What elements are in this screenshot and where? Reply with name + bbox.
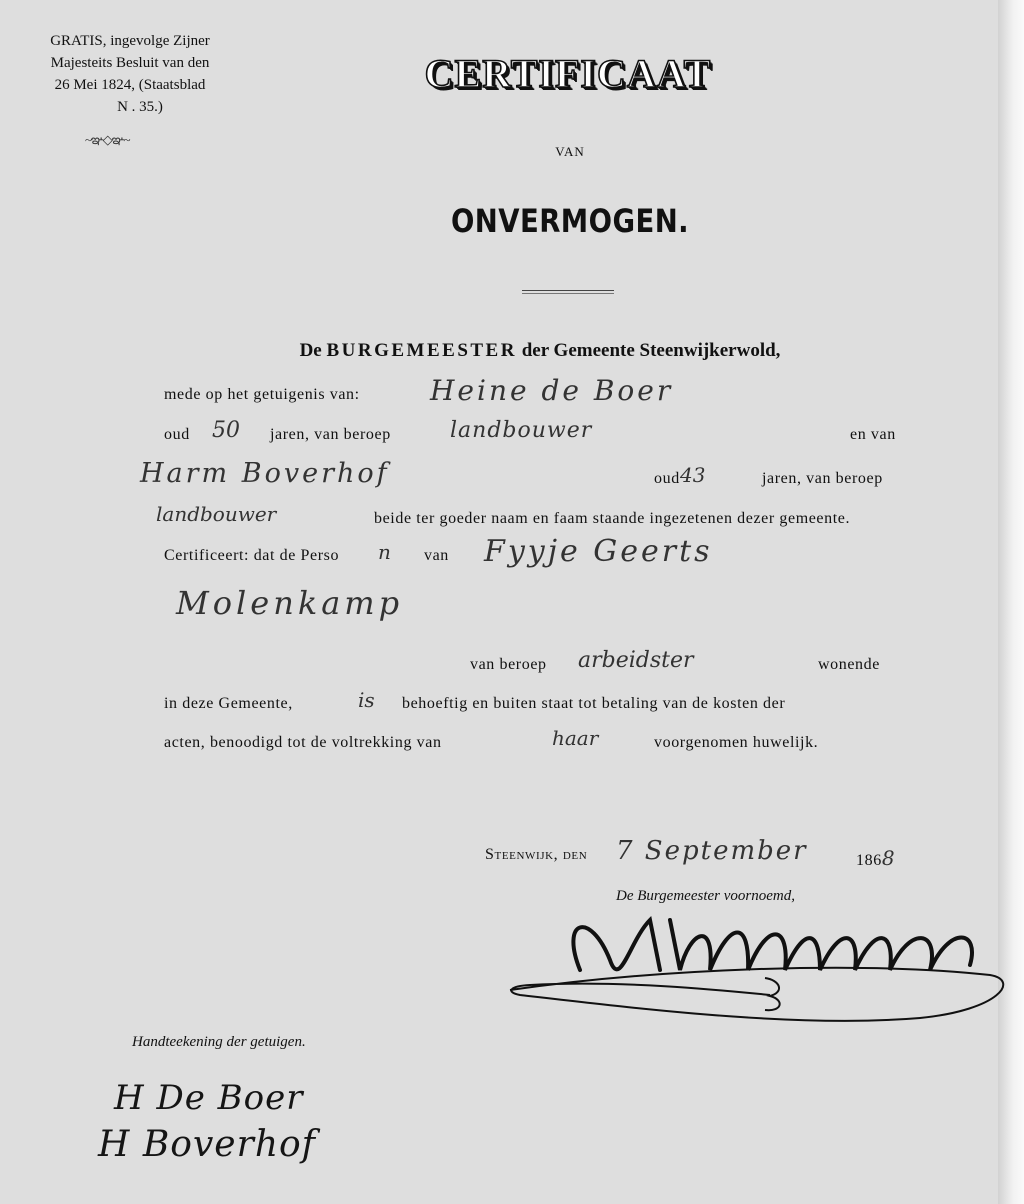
gratis-line-3: 26 Mei 1824, (Staatsblad [54,77,206,93]
witness1-occupation: landbouwer [450,418,593,443]
ornament: ~ఞ◇ఞ~ [85,132,130,147]
jaren-beroep-1: jaren, van beroep [270,426,391,443]
cert-van: van [424,547,449,564]
gratis-line-2: Majesteits Besluit van den [50,55,210,71]
witness1-age: 50 [212,418,240,443]
witness1-name: Heine de Boer [430,374,674,407]
witness2-age: 43 [680,463,706,487]
cert-prefix [164,547,339,565]
witness-signature-2: H Boverhof [98,1124,317,1165]
gratis-line-1: GRATIS, ingevolge Zijner [50,33,210,49]
heading-suffix: der Gemeente Steenwijkerwold, [516,340,781,361]
haar-word: haar [552,726,599,750]
witness2-occupation: landbouwer [156,502,277,526]
mayor-signature [500,900,1012,1030]
standing-text: beide ter goeder naam en faam staande ingezetenen dezer gemeente. [374,510,851,527]
witness2-name: Harm Boverhof [140,458,390,489]
person-name-last: Molenkamp [176,584,404,622]
heading-prefix: De [299,340,327,361]
en-van: en van [850,426,896,443]
oud-label-1: oud [164,426,190,443]
acten-text: acten, benoodigd tot de voltrekking van [164,734,442,751]
mayor-label: De Burgemeester voornoemd, [616,888,795,904]
title-van: VAN [555,144,585,159]
person-occupation: arbeidster [578,648,694,673]
huwelijk-text: voorgenomen huwelijk. [654,734,819,751]
witness-intro: mede op het getuigenis van: [164,386,360,403]
oud-label-2: oud [654,470,680,487]
person-name-first: Fyyje Geerts [484,534,713,569]
document-subtitle: ONVERMOGEN. [450,202,690,240]
mayor-heading [170,340,910,362]
behoeftig-text: behoeftig en buiten staat tot betaling van de kosten der [402,695,786,712]
is-word: is [358,688,375,712]
year-printed [856,846,895,870]
date-written: 7 September [616,836,808,866]
gemeente-text: in deze Gemeente, [164,695,293,712]
heading-caps: BURGEMEESTER [326,340,517,361]
witness-signature-1: H De Boer [114,1078,304,1118]
document-title: CERTIFICAAT [424,51,712,96]
witness-sig-label: Handteekening der getuigen. [132,1034,306,1050]
jaren-beroep-2: jaren, van beroep [762,470,883,487]
place-label: Steenwijk, den [485,846,588,863]
mayor-signature-flourish [500,900,1012,1030]
gratis-line-4: N . 35.) [117,99,163,115]
title-rule [522,290,614,294]
cert-suffix: n [378,540,391,564]
cert-label: Certificeert: dat de Perso [164,547,340,564]
van-beroep: van beroep [470,656,547,673]
wonende: wonende [818,656,880,673]
year-written-digit: 8 [881,846,896,870]
year-printed-digits: 186 [856,852,882,869]
gratis-notice [16,30,244,118]
